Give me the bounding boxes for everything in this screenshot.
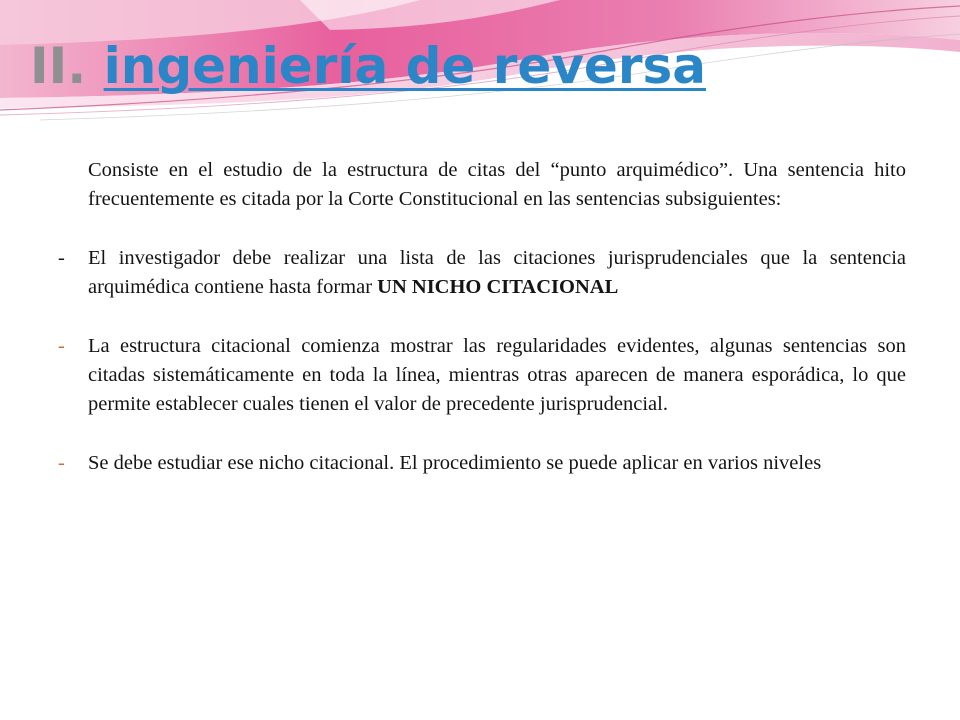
slide-title [30, 26, 706, 106]
title-main: ingeniería de reversa [103, 37, 706, 95]
list-item-text: La estructura citacional comienza mostrar las regularidades evidentes, algunas sentencias son citadas sistemáticamente en toda la línea, mientras otras aparecen de manera esporádica, lo que permite establecer cuales tienen el valor de precedente jurisprudencial. [88, 335, 906, 415]
slide-body [58, 156, 906, 508]
dash-bullet: - [58, 335, 65, 357]
dash-bullet: - [58, 452, 65, 474]
intro-paragraph: Consiste en el estudio de la estructura de citas del “punto arquimédico”. Una sentencia hito frecuentemente es citada por la Corte Constitucional en las sentencias subsiguientes: [88, 159, 906, 210]
list-item-1 [58, 244, 906, 302]
list-item-2 [58, 332, 906, 419]
dash-bullet: - [58, 247, 65, 269]
list-item-3 [58, 449, 906, 478]
title-prefix: II. [30, 37, 104, 95]
list-item-text: El investigador debe realizar una lista de las citaciones jurisprudenciales que la sentencia arquimédica contiene hasta formar [88, 247, 906, 298]
list-item-text: Se debe estudiar ese nicho citacional. El procedimiento se puede aplicar en varios niveles [88, 452, 822, 474]
list-item-bold: UN NICHO CITACIONAL [377, 276, 619, 298]
